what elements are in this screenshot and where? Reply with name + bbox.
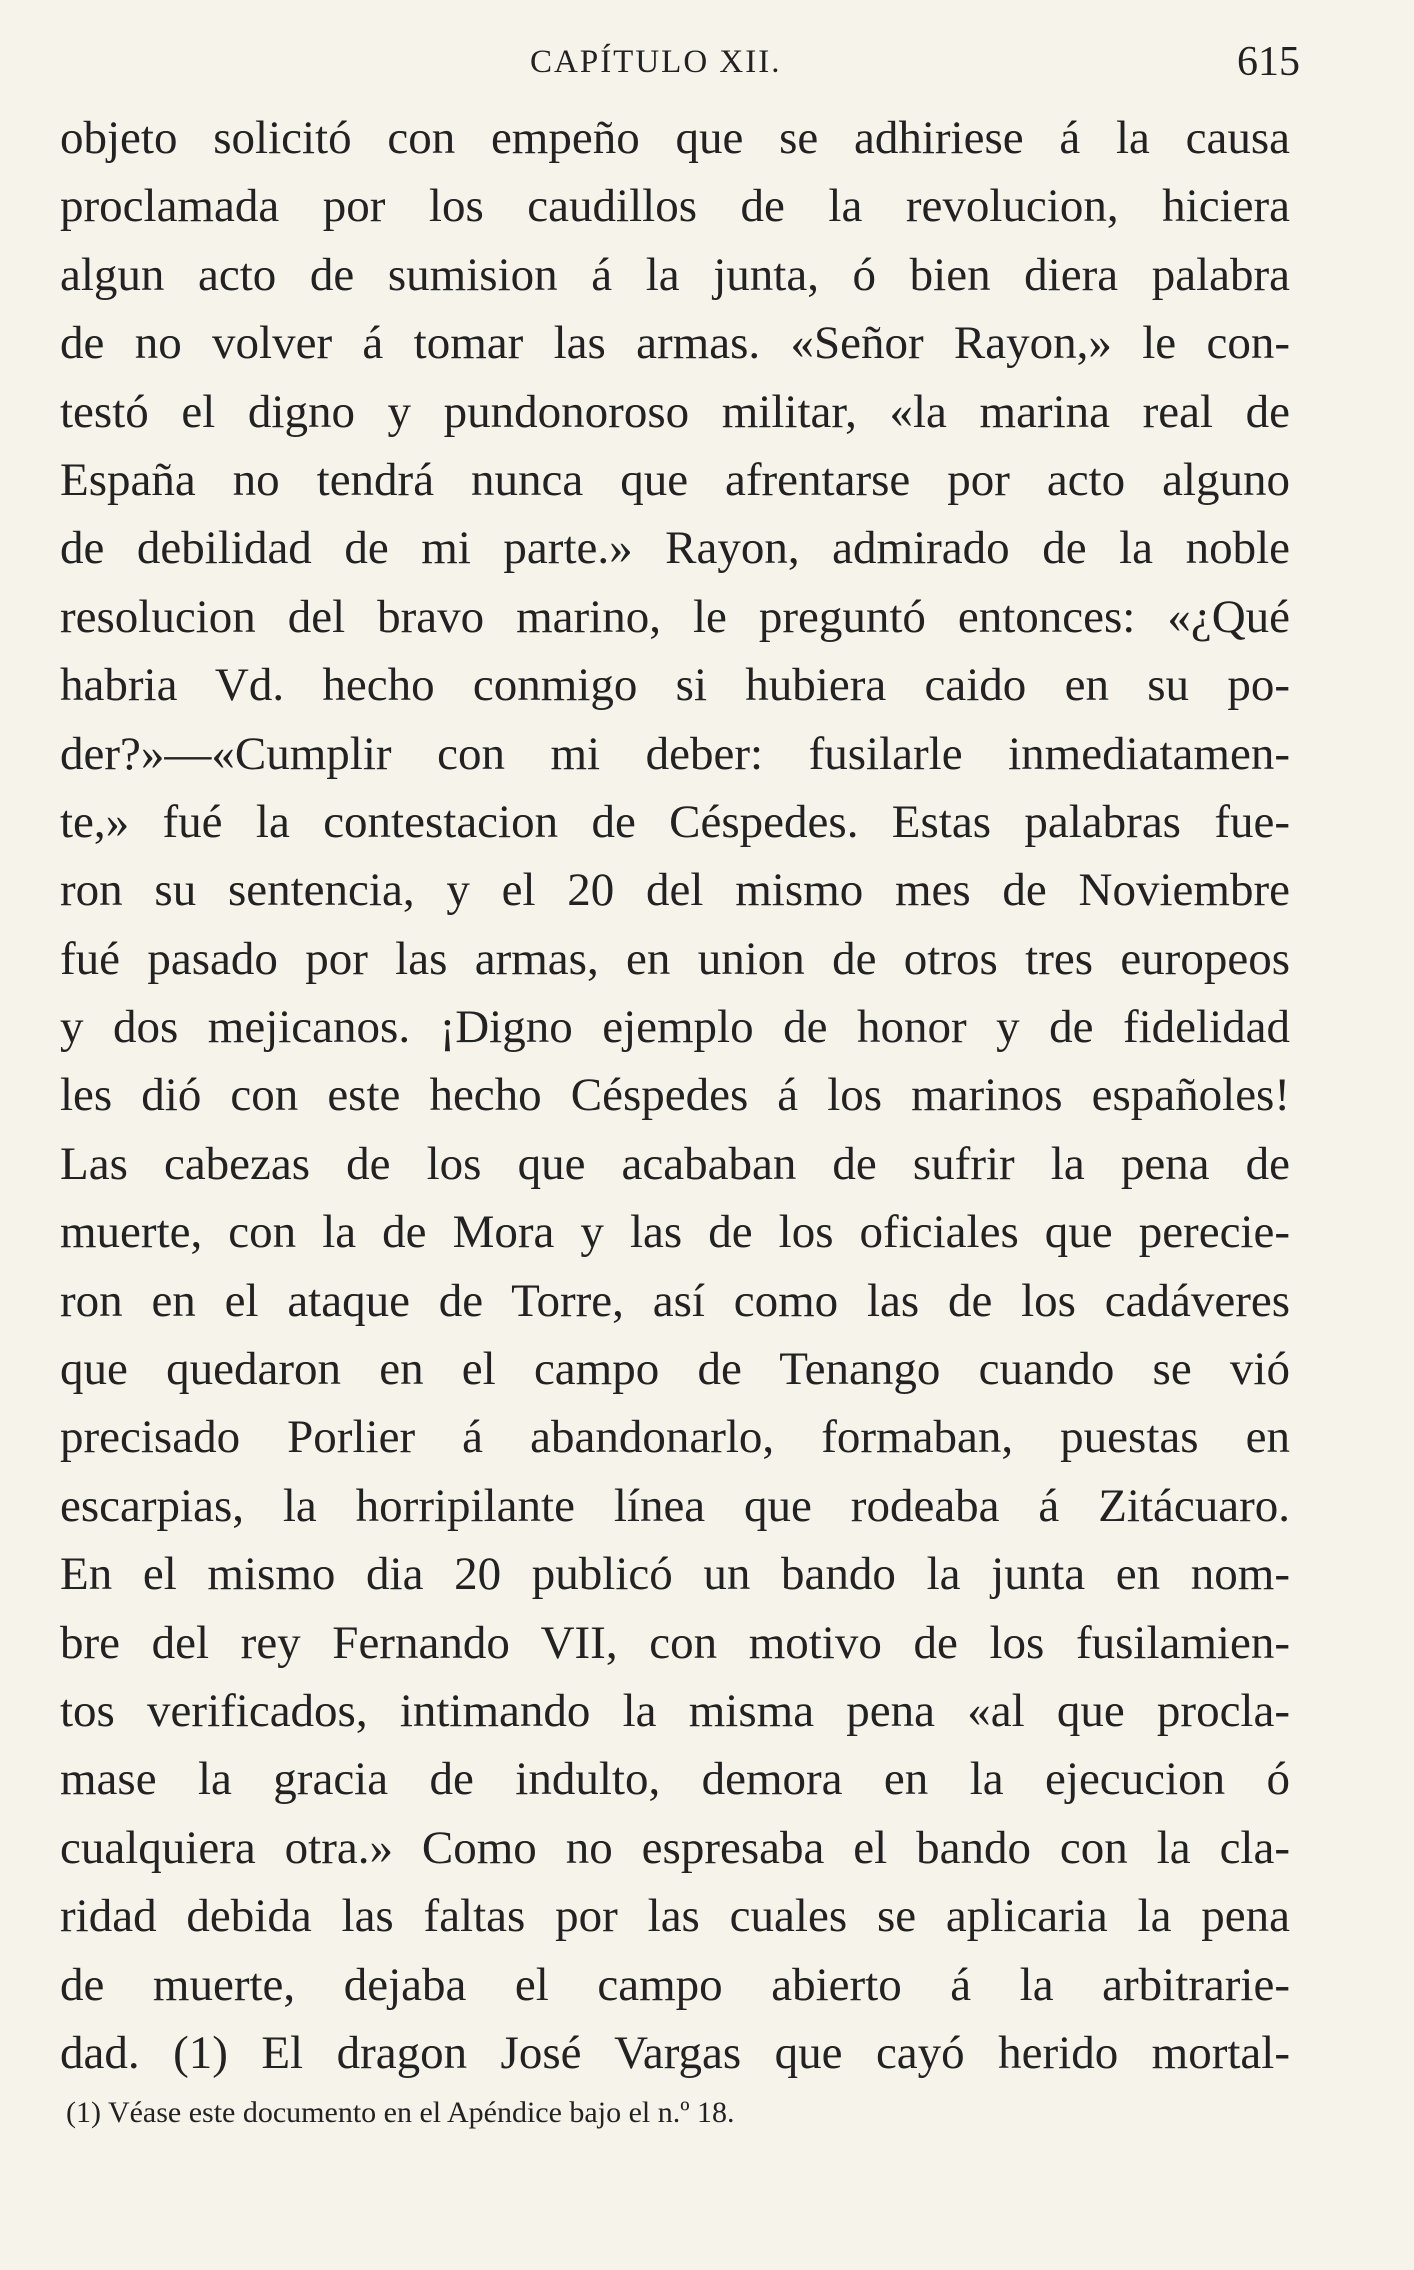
text-line: testó el digno y pundonoroso militar, «la marina real de (60, 385, 1290, 438)
text-line: ridad debida las faltas por las cuales se aplicaria la pena (60, 1890, 1290, 1943)
text-line: ron en el ataque de Torre, así como las de los cadáveres (60, 1274, 1290, 1327)
footnote: (1) Véase este documento en el Apéndice bajo el n.º 18. (66, 2096, 735, 2130)
body-text (60, 104, 1290, 2087)
text-line: escarpias, la horripilante línea que rodeaba á Zitácuaro. (60, 1479, 1290, 1532)
text-line: de no volver á tomar las armas. «Señor Rayon,» le con- (60, 317, 1290, 370)
text-line: tos verificados, intimando la misma pena «al que procla- (60, 1684, 1290, 1737)
text-line: algun acto de sumision á la junta, ó bien diera palabra (60, 248, 1290, 301)
text-line: cualquiera otra.» Como no espresaba el bando con la cla- (60, 1821, 1290, 1874)
text-line: que quedaron en el campo de Tenango cuando se vió (60, 1343, 1290, 1396)
text-line: En el mismo dia 20 publicó un bando la junta en nom- (60, 1548, 1290, 1601)
text-line: habria Vd. hecho conmigo si hubiera caido en su po- (60, 659, 1290, 712)
text-line: proclamada por los caudillos de la revolucion, hiciera (60, 180, 1290, 233)
book-page (60, 30, 1300, 2133)
text-line: Las cabezas de los que acababan de sufrir la pena de (60, 1137, 1290, 1190)
text-line: precisado Porlier á abandonarlo, formaban, puestas en (60, 1411, 1290, 1464)
text-line: objeto solicitó con empeño que se adhiriese á la causa (60, 112, 1290, 164)
page-number: 615 (1237, 39, 1300, 85)
text-line: muerte, con la de Mora y las de los oficiales que perecie- (60, 1206, 1290, 1259)
text-line: de muerte, dejaba el campo abierto á la arbitrarie- (60, 1958, 1290, 2011)
running-head: CAPÍTULO XII. (530, 44, 782, 80)
text-line: fué pasado por las armas, en union de otros tres europeos (60, 932, 1290, 985)
text-line: de debilidad de mi parte.» Rayon, admirado de la noble (60, 522, 1290, 575)
text-line: les dió con este hecho Céspedes á los marinos españoles! (60, 1069, 1290, 1122)
page-header (60, 30, 1300, 100)
text-line: y dos mejicanos. ¡Digno ejemplo de honor y de fidelidad (60, 1001, 1290, 1054)
text-line: ron su sentencia, y el 20 del mismo mes de Noviembre (60, 864, 1290, 917)
text-line: resolucion del bravo marino, le preguntó entonces: «¿Qué (60, 590, 1290, 643)
text-line: te,» fué la contestacion de Céspedes. Estas palabras fue- (60, 795, 1290, 848)
text-line: bre del rey Fernando VII, con motivo de los fusilamien- (60, 1616, 1290, 1669)
text-line: der?»—«Cumplir con mi deber: fusilarle inmediatamen- (60, 727, 1290, 780)
text-line: España no tendrá nunca que afrentarse por acto alguno (60, 453, 1290, 506)
text-line: mase la gracia de indulto, demora en la ejecucion ó (60, 1753, 1290, 1806)
text-line: dad. (1) El dragon José Vargas que cayó herido mortal- (60, 2026, 1290, 2079)
